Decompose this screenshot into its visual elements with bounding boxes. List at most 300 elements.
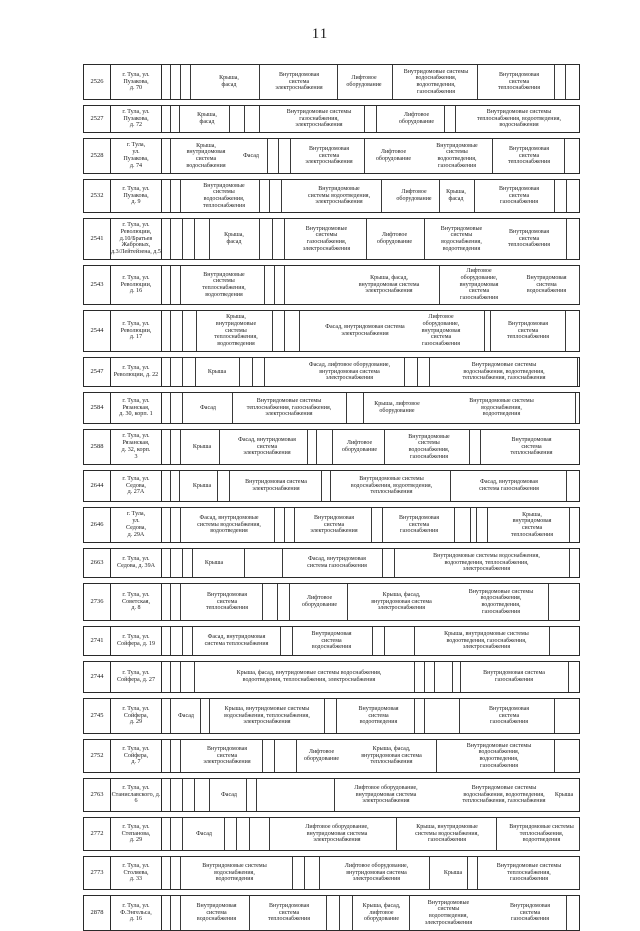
- row-address: г. Тула, ул. Столяева, д. 33: [111, 857, 162, 889]
- column-divider: [182, 393, 183, 423]
- column-divider: [554, 740, 555, 772]
- table-row: [83, 698, 580, 734]
- column-divider: [194, 219, 195, 259]
- column-divider: [267, 139, 268, 173]
- column-divider: [170, 508, 171, 542]
- work-type-cell: Крыша, фасад, внутридомовая система электроснабжения: [354, 584, 449, 620]
- column-divider: [564, 139, 565, 173]
- column-divider: [170, 311, 171, 351]
- row-address: г. Тула, ул. Революции, д. 16: [111, 266, 162, 304]
- repair-schedule-table: [83, 64, 580, 931]
- work-type-cell: Внутридомовые системы теплоснабжения, водоотведения: [504, 818, 579, 850]
- column-divider: [200, 699, 201, 733]
- work-type-cell: Внутридомовые системы теплоснабжения, газоснабжения: [479, 857, 579, 889]
- column-divider: [182, 358, 183, 386]
- row-address: г. Тула, ул. Пузакова, д. 74: [111, 139, 162, 173]
- column-divider: [429, 358, 430, 386]
- table-row: [83, 64, 580, 100]
- column-divider: [170, 106, 171, 132]
- column-divider: [180, 508, 181, 542]
- column-divider: [180, 896, 181, 930]
- work-type-cell: Лифтовое оборудование, внутридомовая система электроснабжения: [282, 818, 392, 850]
- work-type-cell: Лифтовое оборудование, внутридомовая система электроснабжения: [324, 857, 429, 889]
- column-divider: [239, 358, 240, 386]
- column-divider: [330, 471, 331, 501]
- column-divider: [474, 180, 475, 212]
- column-divider: [294, 508, 295, 542]
- table-row: [83, 739, 580, 773]
- column-divider: [336, 699, 337, 733]
- column-divider: [262, 584, 263, 620]
- column-divider: [289, 584, 290, 620]
- column-divider: [459, 699, 460, 733]
- column-divider: [180, 430, 181, 464]
- column-divider: [182, 311, 183, 351]
- column-divider: [224, 818, 225, 850]
- work-type-cell: Внутридомовая система водоснабжения: [514, 266, 579, 304]
- work-type-cell: Крыша: [194, 549, 234, 577]
- row-address: г. Тула, ул. Станиславского, д. 6: [111, 779, 162, 811]
- column-divider: [452, 662, 453, 692]
- column-divider: [264, 358, 265, 386]
- column-divider: [476, 508, 477, 542]
- column-divider: [577, 358, 578, 386]
- work-type-cell: Крыша: [439, 857, 467, 889]
- column-divider: [194, 779, 195, 811]
- work-type-cell: Фасад: [188, 393, 228, 423]
- column-divider: [256, 779, 257, 811]
- column-divider: [575, 393, 576, 423]
- column-divider: [579, 857, 580, 889]
- column-divider: [371, 508, 372, 542]
- column-divider: [467, 857, 468, 889]
- work-type-cell: Фасад: [172, 699, 200, 733]
- column-divider: [352, 896, 353, 930]
- work-type-cell: Внутридомовые системы водоснабжения, водоотведения, газоснабжения: [444, 740, 554, 772]
- column-divider: [579, 818, 580, 850]
- work-type-cell: Крыша: [187, 430, 217, 464]
- column-divider: [272, 219, 273, 259]
- column-divider: [170, 65, 171, 99]
- column-divider: [404, 358, 405, 386]
- column-divider: [363, 393, 364, 423]
- work-type-cell: Крыша, фасад: [199, 65, 259, 99]
- row-number: 2773: [84, 857, 111, 889]
- column-divider: [372, 627, 373, 655]
- row-number: 2663: [84, 549, 111, 577]
- column-divider: [259, 219, 260, 259]
- row-number: 2584: [84, 393, 111, 423]
- row-number: 2527: [84, 106, 111, 132]
- column-divider: [262, 740, 263, 772]
- row-number: 2541: [84, 219, 111, 259]
- work-type-cell: Фасад: [236, 139, 266, 173]
- column-divider: [259, 180, 260, 212]
- column-divider: [424, 699, 425, 733]
- work-type-cell: Внутридомовые системы водоснабжения, водоотведения, теплоснабжения: [334, 471, 449, 501]
- work-type-cell: Внутридомовая система газоснабжения: [484, 180, 554, 212]
- work-type-cell: Внутридомовые системы водоснабжения, водоотведения: [429, 393, 574, 423]
- column-divider: [274, 740, 275, 772]
- column-divider: [180, 65, 181, 99]
- table-row: [83, 138, 580, 174]
- table-row: [83, 179, 580, 213]
- column-divider: [182, 549, 183, 577]
- column-divider: [180, 584, 181, 620]
- column-divider: [179, 106, 180, 132]
- row-address: г. Тула, ул. Степанова, д. 29: [111, 818, 162, 850]
- column-divider: [170, 584, 171, 620]
- work-type-cell: Внутридомовые системы газоснабжения, электроснабжения: [289, 219, 364, 259]
- row-address: г. Тула, ул. Советская, д. 8: [111, 584, 162, 620]
- table-row: [83, 856, 580, 890]
- work-type-cell: Крыша: [197, 358, 237, 386]
- column-divider: [269, 818, 270, 850]
- work-type-cell: Лифтовое оборудование: [337, 430, 382, 464]
- column-divider: [429, 857, 430, 889]
- row-number: 2744: [84, 662, 111, 692]
- column-divider: [566, 471, 567, 501]
- work-type-cell: Внутридомовая система теплоснабжения: [494, 219, 564, 259]
- work-type-cell: Внутридомовая система теплоснабжения: [192, 584, 262, 620]
- row-number: 2736: [84, 584, 111, 620]
- column-divider: [274, 508, 275, 542]
- column-divider: [296, 740, 297, 772]
- column-divider: [280, 627, 281, 655]
- column-divider: [450, 471, 451, 501]
- column-divider: [326, 896, 327, 930]
- column-divider: [170, 266, 171, 304]
- column-divider: [209, 219, 210, 259]
- table-row: [83, 507, 580, 543]
- column-divider: [384, 430, 385, 464]
- column-divider: [454, 508, 455, 542]
- page-number: 11: [311, 26, 329, 42]
- column-divider: [290, 139, 291, 173]
- work-type-cell: Фасад, внутридомовая система электроснабжения: [227, 430, 307, 464]
- row-address: г. Тула, ул. Пузакова, д. 70: [111, 65, 162, 99]
- column-divider: [182, 779, 183, 811]
- column-divider: [170, 549, 171, 577]
- row-number: 2543: [84, 266, 111, 304]
- row-address: г. Тула, ул. Седова, д. 27А: [111, 471, 162, 501]
- column-divider: [376, 106, 377, 132]
- work-type-cell: Внутридомовые системы теплоснабжения, газоснабжения, электроснабжения: [234, 393, 344, 423]
- column-divider: [565, 65, 566, 99]
- work-type-cell: Внутридомовая система теплоснабжения: [254, 896, 324, 930]
- column-divider: [180, 180, 181, 212]
- work-type-cell: Крыша, внутридомовые системы водоснабжения, теплоснабжения, электроснабжения: [212, 699, 322, 733]
- column-divider: [566, 180, 567, 212]
- work-type-cell: Внутридомовая система водоснабжения: [294, 627, 369, 655]
- work-type-cell: Внутридомовые системы водоснабжения, теплоснабжения: [189, 180, 259, 212]
- row-address: г. Тула, ул. Сойфера, д. 27: [111, 662, 162, 692]
- column-divider: [554, 699, 555, 733]
- column-divider: [346, 393, 347, 423]
- column-divider: [180, 662, 181, 692]
- row-number: 2745: [84, 699, 111, 733]
- column-divider: [182, 219, 183, 259]
- column-divider: [170, 699, 171, 733]
- row-address: г. Тула, ул. Сойфера, д. 19: [111, 627, 162, 655]
- table-row: [83, 548, 580, 578]
- work-type-cell: Лифтовое оборудование: [299, 740, 344, 772]
- column-divider: [236, 818, 237, 850]
- column-divider: [190, 65, 191, 99]
- column-divider: [477, 857, 478, 889]
- column-divider: [304, 857, 305, 889]
- row-number: 2772: [84, 818, 111, 850]
- column-divider: [244, 106, 245, 132]
- row-number: 2544: [84, 311, 111, 351]
- column-divider: [170, 430, 171, 464]
- row-address: г. Тула, ул. Революции, д. 17: [111, 311, 162, 351]
- column-divider: [259, 65, 260, 99]
- column-divider: [394, 549, 395, 577]
- column-divider: [170, 471, 171, 501]
- column-divider: [324, 699, 325, 733]
- row-address: г. Тула, ул. Пузакова, д. 72: [111, 106, 162, 132]
- column-divider: [487, 508, 488, 542]
- row-number: 2646: [84, 508, 111, 542]
- column-divider: [194, 662, 195, 692]
- work-type-cell: Лифтовое оборудование: [389, 180, 439, 212]
- row-number: 2532: [84, 180, 111, 212]
- column-divider: [192, 549, 193, 577]
- row-address: г. Тула, ул. Рязанская, д. 30, корп. 1: [111, 393, 162, 423]
- column-divider: [170, 662, 171, 692]
- table-row: [83, 392, 580, 424]
- work-type-cell: Крыша, лифтовое оборудование: [367, 393, 427, 423]
- column-divider: [382, 549, 383, 577]
- work-type-cell: Крыша, внутридомовая система теплоснабжения: [496, 508, 568, 542]
- column-divider: [414, 662, 415, 692]
- table-row: [83, 778, 580, 812]
- work-type-cell: Фасад: [189, 818, 219, 850]
- column-divider: [568, 662, 569, 692]
- work-type-cell: Внутридомовые системы водоснабжения, водоотведения, газоснабжения: [456, 584, 546, 620]
- work-type-cell: Внутридомовые системы водоснабжения, газоснабжения: [389, 430, 469, 464]
- work-type-cell: Крыша, внутридомовые системы водоснабжения, газоснабжения: [402, 818, 492, 850]
- column-divider: [566, 219, 567, 259]
- work-type-cell: Лифтовое оборудование: [366, 139, 421, 173]
- column-divider: [182, 627, 183, 655]
- column-divider: [209, 779, 210, 811]
- column-divider: [444, 106, 445, 132]
- row-address: г. Тула, ул. Сойфера, д. 29: [111, 699, 162, 733]
- column-divider: [424, 219, 425, 259]
- column-divider: [282, 549, 283, 577]
- work-type-cell: Внутридомовые системы водоотведения, электроснабжения: [411, 896, 486, 930]
- work-type-cell: Внутридомовая система теплоснабжения: [492, 311, 564, 351]
- row-address: г. Тула, ул. Революции, д.10/Братьев Жабровых, д.3/Лейтейзена, д.5: [111, 219, 162, 259]
- column-divider: [170, 818, 171, 850]
- row-number: 2588: [84, 430, 111, 464]
- work-type-cell: Лифтовое оборудование: [367, 219, 422, 259]
- column-divider: [219, 430, 220, 464]
- row-address: г. Тула, ул. Революции, д. 22: [111, 358, 162, 386]
- work-type-cell: Крыша, фасад: [214, 219, 254, 259]
- row-number: 2878: [84, 896, 111, 930]
- column-divider: [579, 266, 580, 304]
- table-row: [83, 357, 580, 387]
- column-divider: [170, 180, 171, 212]
- work-type-cell: Внутридомовые системы водоснабжения, водоотведения, теплоснабжения, газоснабжения: [439, 779, 569, 811]
- column-divider: [436, 740, 437, 772]
- column-divider: [569, 549, 570, 577]
- column-divider: [192, 627, 193, 655]
- column-divider: [384, 627, 385, 655]
- table-row: [83, 310, 580, 352]
- work-type-cell: Внутридомовые системы теплоснабжения, водоотведения, водоснабжения: [464, 106, 574, 132]
- row-address: г. Тула, ул. Рязанская, д. 32, корп. 3: [111, 430, 162, 464]
- table-row: [83, 661, 580, 693]
- work-type-cell: Лифтовое оборудование: [292, 584, 347, 620]
- work-type-cell: Внутридомовые системы теплоснабжения, водоотведения: [184, 266, 264, 304]
- column-divider: [492, 139, 493, 173]
- table-row: [83, 626, 580, 656]
- work-type-cell: Лифтовое оборудование: [339, 65, 389, 99]
- work-type-cell: Фасад, внутридомовая система теплоснабжения: [194, 627, 279, 655]
- column-divider: [278, 139, 279, 173]
- work-type-cell: Внутридомовые системы водоснабжения, водоотведения, теплоснабжения, электроснабжения: [404, 549, 569, 577]
- column-divider: [434, 662, 435, 692]
- column-divider: [409, 896, 410, 930]
- work-type-cell: Внутридомовая система водоснабжения: [184, 896, 249, 930]
- work-type-cell: Внутридомовая система теплоснабжения: [494, 430, 569, 464]
- column-divider: [170, 627, 171, 655]
- column-divider: [209, 699, 210, 733]
- column-divider: [292, 627, 293, 655]
- work-type-cell: Внутридомовая система водоотведения: [346, 699, 411, 733]
- column-divider: [381, 180, 382, 212]
- table-row: [83, 105, 580, 133]
- column-divider: [170, 393, 171, 423]
- column-divider: [484, 311, 485, 351]
- row-number: 2528: [84, 139, 111, 173]
- column-divider: [244, 549, 245, 577]
- work-type-cell: Внутридомовые системы водоснабжения, водоотведения: [429, 219, 494, 259]
- table-row: [83, 583, 580, 621]
- work-type-cell: Крыша: [187, 471, 217, 501]
- column-divider: [195, 358, 196, 386]
- column-divider: [554, 180, 555, 212]
- column-divider: [259, 106, 260, 132]
- work-type-cell: Крыша, фасад, внутридомовые системы водоснабжения, водоотведения, теплоснабжения, электроснабжения: [209, 662, 409, 692]
- work-type-cell: Внутридомовые системы водоснабжения, водоотведения: [187, 857, 282, 889]
- work-type-cell: Внутридомовая система газоснабжения: [384, 508, 454, 542]
- work-type-cell: Фасад, внутридомовая система газоснабжения: [292, 549, 382, 577]
- work-type-cell: Внутридомовые системы водоснабжения, водоотведения, газоснабжения: [397, 65, 475, 99]
- column-divider: [460, 662, 461, 692]
- work-type-cell: Внутридомовая система газоснабжения: [464, 662, 564, 692]
- work-type-cell: Внутридомовые системы водоотведения, газоснабжения: [422, 139, 492, 173]
- column-divider: [284, 508, 285, 542]
- column-divider: [339, 896, 340, 930]
- column-divider: [264, 266, 265, 304]
- work-type-cell: Лифтовое оборудование, внутридомовая система газоснабжения: [406, 311, 476, 351]
- column-divider: [364, 139, 365, 173]
- column-divider: [490, 311, 491, 351]
- column-divider: [170, 779, 171, 811]
- column-divider: [252, 358, 253, 386]
- column-divider: [496, 818, 497, 850]
- work-type-cell: Внутридомовая система газоснабжения: [469, 699, 549, 733]
- column-divider: [180, 266, 181, 304]
- column-divider: [566, 896, 567, 930]
- column-divider: [569, 508, 570, 542]
- column-divider: [382, 508, 383, 542]
- row-address: г. Тула, ул. Седова, д. 39А: [111, 549, 162, 577]
- column-divider: [321, 471, 322, 501]
- column-divider: [180, 857, 181, 889]
- column-divider: [396, 818, 397, 850]
- column-divider: [554, 65, 555, 99]
- column-divider: [417, 358, 418, 386]
- row-number: 2763: [84, 779, 111, 811]
- column-divider: [477, 65, 478, 99]
- column-divider: [277, 584, 278, 620]
- table-row: [83, 265, 580, 305]
- column-divider: [182, 818, 183, 850]
- work-type-cell: Крыша, фасад, внутридомовая система теплоснабжения: [349, 740, 434, 772]
- column-divider: [180, 740, 181, 772]
- column-divider: [337, 65, 338, 99]
- column-divider: [316, 430, 317, 464]
- table-row: [83, 895, 580, 931]
- column-divider: [170, 139, 171, 173]
- table-row: [83, 218, 580, 260]
- work-type-cell: Внутридомовые системы газоснабжения, электроснабжения: [279, 106, 359, 132]
- row-number: 2752: [84, 740, 111, 772]
- column-divider: [274, 266, 275, 304]
- table-row: [83, 817, 580, 851]
- work-type-cell: Внутридомовая система газоснабжения: [494, 896, 566, 930]
- column-divider: [229, 471, 230, 501]
- work-type-cell: Крыша, фасад, внутридомовая система электроснабжения: [344, 266, 434, 304]
- column-divider: [470, 508, 471, 542]
- work-type-cell: Крыша, внутридомовые системы теплоснабжения, водоотведения: [202, 311, 270, 351]
- column-divider: [217, 471, 218, 501]
- column-divider: [414, 627, 415, 655]
- work-type-cell: Крыша, внутридомовая система водоснабжения: [176, 139, 236, 173]
- column-divider: [469, 430, 470, 464]
- column-divider: [249, 896, 250, 930]
- work-type-cell: Фасад, внутридомовые системы водоснабжения, водоотведения: [189, 508, 269, 542]
- column-divider: [179, 471, 180, 501]
- row-number: 2741: [84, 627, 111, 655]
- column-divider: [284, 219, 285, 259]
- column-divider: [281, 180, 282, 212]
- column-divider: [347, 584, 348, 620]
- column-divider: [196, 311, 197, 351]
- column-divider: [246, 779, 247, 811]
- work-type-cell: Крыша: [549, 779, 579, 811]
- column-divider: [272, 311, 273, 351]
- work-type-cell: Крыша, фасад, лифтовое оборудование: [354, 896, 409, 930]
- column-divider: [480, 430, 481, 464]
- column-divider: [439, 180, 440, 212]
- work-type-cell: Внутридомовая система теплоснабжения: [494, 139, 564, 173]
- work-type-cell: Внутридомовые системы водоотведения, электроснабжения: [299, 180, 379, 212]
- work-type-cell: Крыша, фасад: [441, 180, 471, 212]
- work-type-cell: Внутридомовая система электроснабжения: [192, 740, 262, 772]
- column-divider: [284, 311, 285, 351]
- work-type-cell: Крыша, фасад: [187, 106, 227, 132]
- work-type-cell: Внутридомовая система электроснабжения: [231, 471, 321, 501]
- work-type-cell: Внутридомовая система электроснабжения: [264, 65, 334, 99]
- column-divider: [439, 266, 440, 304]
